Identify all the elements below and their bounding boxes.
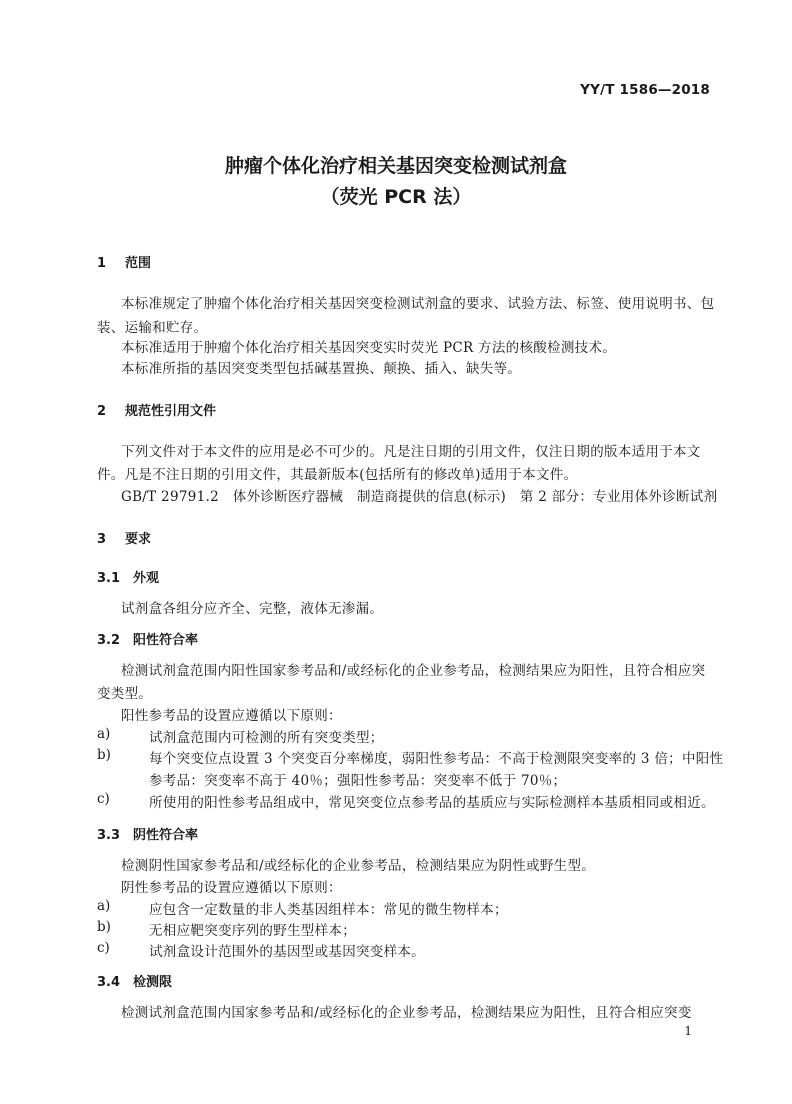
list-marker: c): [97, 940, 110, 956]
paragraph: 阳性参考品的设置应遵循以下原则：: [121, 708, 342, 724]
document-subtitle: （荧光 PCR 法）: [320, 186, 472, 208]
list-item: 应包含一定数量的非人类基因组样本：常见的微生物样本；: [149, 902, 508, 918]
paragraph: 本标准所指的基因突变类型包括碱基置换、颠换、插入、缺失等。: [121, 361, 522, 377]
list-marker: a): [97, 726, 111, 742]
subsection-number: 3.3: [97, 828, 121, 843]
paragraph: 试剂盒各组分应齐全、完整，液体无渗漏。: [121, 601, 384, 617]
section-number: 1: [97, 256, 107, 271]
list-item: 试剂盒设计范围外的基因型或基因突变样本。: [149, 944, 425, 960]
subsection-number: 3.1: [97, 571, 121, 586]
subsection-3-4-heading: [97, 971, 172, 990]
subsection-number: 3.2: [97, 633, 121, 648]
section-title: 规范性引用文件: [125, 404, 217, 419]
list-item: 试剂盒范围内可检测的所有突变类型；: [149, 730, 384, 746]
paragraph-continuation: 变类型。: [97, 686, 153, 702]
document-title: 肿瘤个体化治疗相关基因突变检测试剂盒: [224, 155, 567, 177]
section-title: 要求: [125, 532, 152, 547]
paragraph: 检测试剂盒范围内国家参考品和/或经标化的企业参考品，检测结果应为阳性，且符合相应突变: [121, 1005, 692, 1021]
section-number: 2: [97, 404, 107, 419]
subsection-number: 3.4: [97, 975, 121, 990]
section-number: 3: [97, 532, 107, 547]
paragraph: 阴性参考品的设置应遵循以下原则：: [121, 880, 342, 896]
subsection-3-2-heading: [97, 629, 198, 648]
section-1-heading: [97, 252, 151, 271]
normative-reference: GB/T 29791.2 体外诊断医疗器械 制造商提供的信息(标示) 第 2 部分：专业用体外诊断试剂: [121, 489, 718, 505]
paragraph: 检测试剂盒范围内阳性国家参考品和/或经标化的企业参考品，检测结果应为阳性，且符合相应突: [121, 663, 706, 679]
standard-number: YY/T 1586—2018: [580, 82, 710, 98]
section-2-heading: [97, 400, 216, 419]
paragraph: 下列文件对于本文件的应用是必不可少的。凡是注日期的引用文件，仅注日期的版本适用于本文: [121, 444, 701, 460]
paragraph-continuation: 件。凡是不注日期的引用文件，其最新版本(包括所有的修改单)适用于本文件。: [97, 467, 578, 483]
list-marker: a): [97, 898, 111, 914]
list-item: 所使用的阳性参考品组成中，常见突变位点参考品的基质应与实际检测样本基质相同或相近。: [149, 795, 715, 811]
subsection-3-1-heading: [97, 567, 159, 586]
paragraph: 本标准适用于肿瘤个体化治疗相关基因突变实时荧光 PCR 方法的核酸检测技术。: [121, 340, 617, 356]
section-title: 范围: [125, 256, 152, 271]
page-number: 1: [684, 1024, 692, 1038]
paragraph: 检测阴性国家参考品和/或经标化的企业参考品，检测结果应为阴性或野生型。: [121, 858, 596, 874]
section-3-heading: [97, 528, 151, 547]
subsection-title: 阴性符合率: [133, 828, 199, 843]
list-marker: b): [97, 919, 111, 935]
paragraph: 本标准规定了肿瘤个体化治疗相关基因突变检测试剂盒的要求、试验方法、标签、使用说明书、包: [121, 296, 715, 312]
subsection-3-3-heading: [97, 824, 198, 843]
list-item: 无相应靶突变序列的野生型样本；: [149, 923, 356, 939]
list-item-continuation: 参考品：突变率不高于 40％；强阳性参考品：突变率不低于 70％；: [149, 773, 567, 789]
list-marker: c): [97, 791, 110, 807]
subsection-title: 阳性符合率: [133, 633, 199, 648]
list-marker: b): [97, 747, 111, 763]
list-item: 每个突变位点设置 3 个突变百分率梯度，弱阳性参考品：不高于检测限突变率的 3 倍；中阳性: [149, 751, 724, 767]
subsection-title: 外观: [133, 571, 160, 586]
paragraph-continuation: 装、运输和贮存。: [97, 320, 208, 336]
subsection-title: 检测限: [133, 975, 173, 990]
